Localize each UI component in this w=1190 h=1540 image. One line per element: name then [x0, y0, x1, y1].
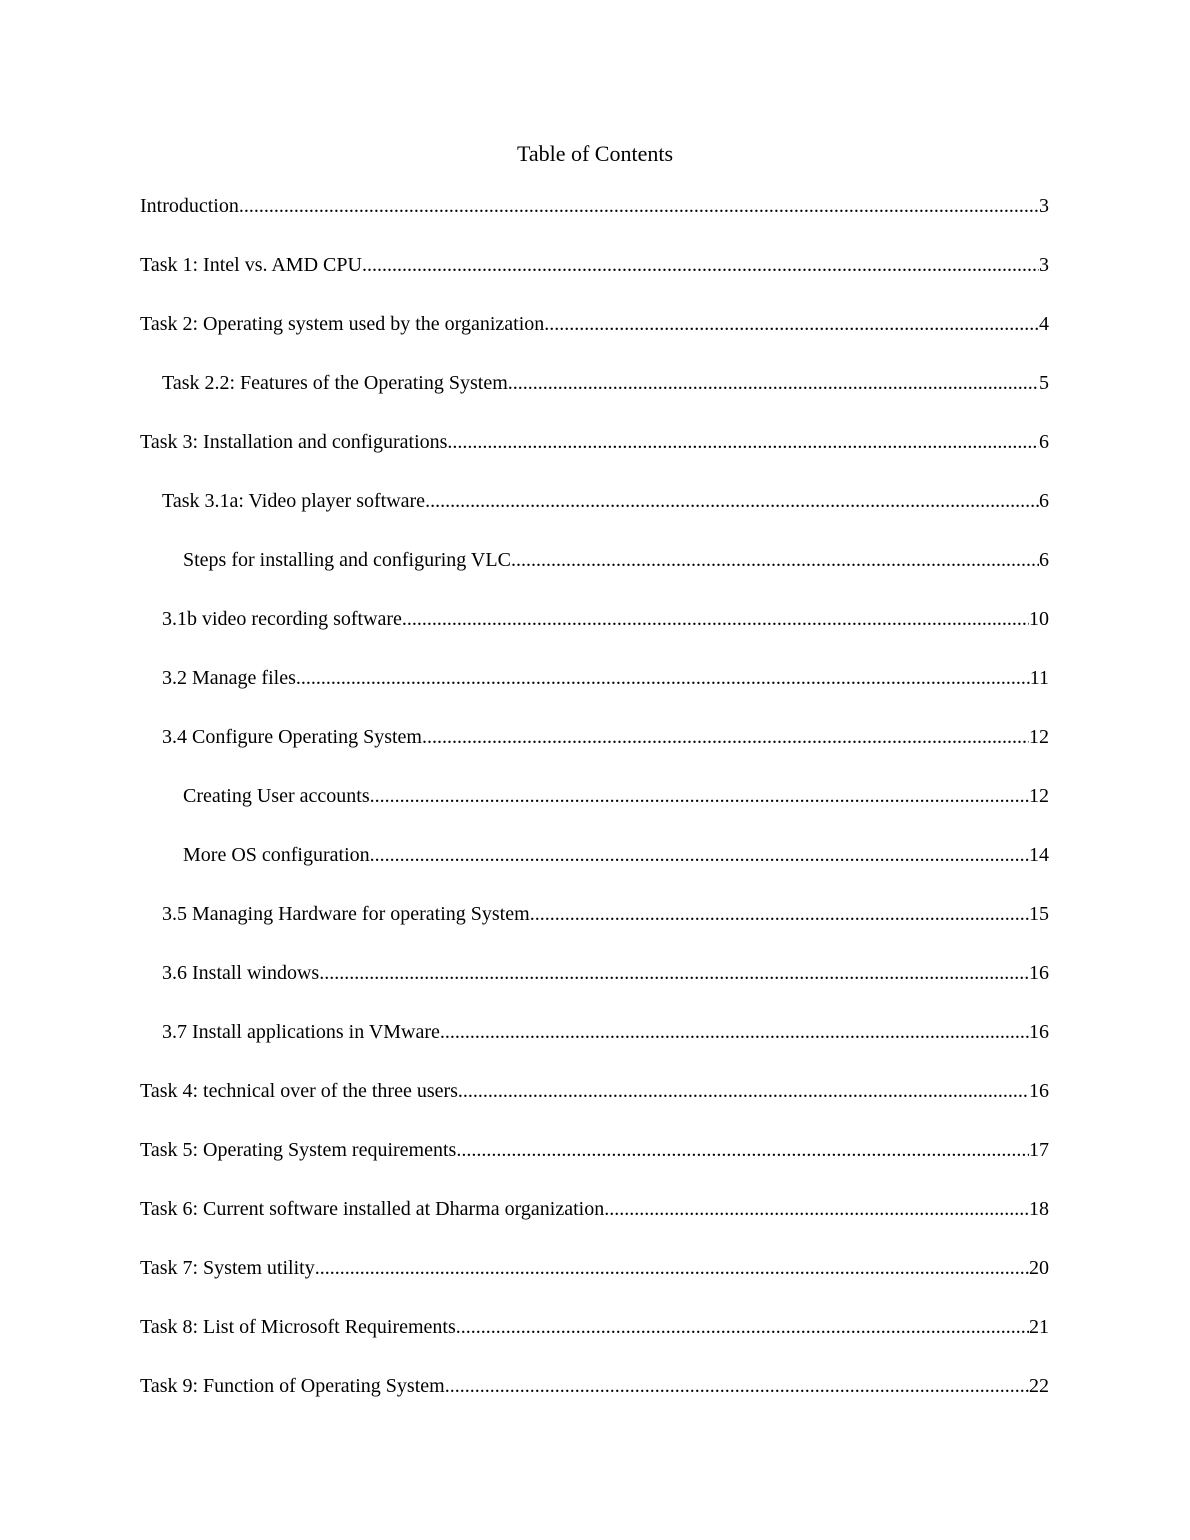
toc-entry-page: 17: [1029, 1139, 1049, 1161]
toc-entry[interactable]: [140, 1311, 1049, 1370]
toc-entry[interactable]: [140, 603, 1049, 662]
toc-entry-label: 3.5 Managing Hardware for operating System: [162, 903, 530, 925]
toc-title: Table of Contents: [516, 141, 674, 166]
toc-entry-label: 3.2 Manage files: [162, 667, 296, 689]
toc-entry[interactable]: [140, 721, 1049, 780]
toc-entry-label: Task 2.2: Features of the Operating System: [162, 372, 508, 394]
toc-entry-label: Task 4: technical over of the three users: [140, 1080, 458, 1102]
toc-entry[interactable]: [140, 957, 1049, 1016]
toc-entry-label: Task 3.1a: Video player software: [162, 490, 426, 512]
toc-dot-leader: [296, 662, 1030, 694]
toc-dot-leader: [456, 1134, 1029, 1166]
toc-entry[interactable]: [140, 1075, 1049, 1134]
toc-entry[interactable]: [140, 249, 1049, 308]
toc-dot-leader: [315, 1252, 1029, 1284]
toc-entry[interactable]: [140, 544, 1049, 603]
toc-entry-page: 4: [1039, 313, 1049, 335]
toc-entry-label: More OS configuration: [183, 844, 370, 866]
toc-dot-leader: [402, 603, 1029, 635]
toc-entry-page: 5: [1039, 372, 1049, 394]
toc-entry[interactable]: [140, 1370, 1049, 1429]
toc-entry-page: 12: [1029, 785, 1049, 807]
toc-dot-leader: [458, 1075, 1029, 1107]
toc-dot-leader: [511, 544, 1039, 576]
toc-entry[interactable]: [140, 1193, 1049, 1252]
toc-dot-leader: [370, 839, 1029, 871]
toc-entry-label: 3.4 Configure Operating System: [162, 726, 422, 748]
toc-entry-label: 3.7 Install applications in VMware: [162, 1021, 440, 1043]
toc-entry-label: 3.6 Install windows: [162, 962, 320, 984]
toc-dot-leader: [425, 485, 1039, 517]
toc-entry-label: Task 7: System utility: [140, 1257, 315, 1279]
toc-dot-leader: [447, 426, 1039, 458]
toc-entry-page: 15: [1029, 903, 1049, 925]
toc-entry-page: 3: [1039, 254, 1049, 276]
toc-entry[interactable]: [140, 190, 1049, 249]
toc-dot-leader: [604, 1193, 1029, 1225]
toc-entry[interactable]: [140, 485, 1049, 544]
toc-entry-label: 3.1b video recording software: [162, 608, 402, 630]
toc-entry-page: 18: [1029, 1198, 1049, 1220]
toc-dot-leader: [456, 1311, 1029, 1343]
toc-entry-page: 6: [1039, 549, 1049, 571]
toc-dot-leader: [362, 249, 1039, 281]
toc-entry-label: Task 8: List of Microsoft Requirements: [140, 1316, 456, 1338]
toc-dot-leader: [370, 780, 1029, 812]
toc-entry-label: Task 9: Function of Operating System: [140, 1375, 445, 1397]
toc-entry-label: Task 5: Operating System requirements: [140, 1139, 457, 1161]
toc-entry-page: 16: [1029, 1080, 1049, 1102]
toc-dot-leader: [440, 1016, 1029, 1048]
toc-entry-label: Task 3: Installation and configurations: [140, 431, 448, 453]
toc-dot-leader: [508, 367, 1039, 399]
toc-dot-leader: [530, 898, 1029, 930]
toc-entry-page: 3: [1039, 195, 1049, 217]
toc-entry-page: 14: [1029, 844, 1049, 866]
toc-entry[interactable]: [140, 1016, 1049, 1075]
toc-entry-page: 11: [1029, 667, 1049, 689]
toc-entry[interactable]: [140, 1134, 1049, 1193]
toc-entry-label: Task 6: Current software installed at Dharma organization: [140, 1198, 605, 1220]
toc-entry-page: 21: [1029, 1316, 1049, 1338]
toc-entry[interactable]: [140, 780, 1049, 839]
toc-entry-page: 22: [1029, 1375, 1049, 1397]
toc-entry-page: 6: [1039, 431, 1049, 453]
toc-dot-leader: [422, 721, 1029, 753]
toc-entry[interactable]: [140, 662, 1049, 721]
toc-entry-page: 20: [1029, 1257, 1049, 1279]
toc-entry-label: Introduction: [140, 195, 239, 217]
toc-entry-page: 12: [1029, 726, 1049, 748]
toc-entry[interactable]: [140, 426, 1049, 485]
toc-entry-page: 16: [1029, 1021, 1049, 1043]
toc-entry-label: Creating User accounts: [183, 785, 370, 807]
toc-dot-leader: [544, 308, 1039, 340]
toc-entry-label: Steps for installing and configuring VLC: [183, 549, 511, 571]
toc-entry-label: Task 1: Intel vs. AMD CPU: [140, 254, 362, 276]
toc-list: [140, 190, 1049, 1429]
toc-dot-leader: [445, 1370, 1029, 1402]
toc-entry[interactable]: [140, 839, 1049, 898]
toc-entry[interactable]: [140, 367, 1049, 426]
toc-dot-leader: [319, 957, 1029, 989]
toc-entry[interactable]: [140, 898, 1049, 957]
toc-entry-page: 6: [1039, 490, 1049, 512]
toc-entry[interactable]: [140, 1252, 1049, 1311]
toc-entry[interactable]: [140, 308, 1049, 367]
toc-entry-page: 16: [1029, 962, 1049, 984]
toc-entry-page: 10: [1029, 608, 1049, 630]
toc-dot-leader: [239, 190, 1039, 222]
toc-entry-label: Task 2: Operating system used by the organization: [140, 313, 545, 335]
